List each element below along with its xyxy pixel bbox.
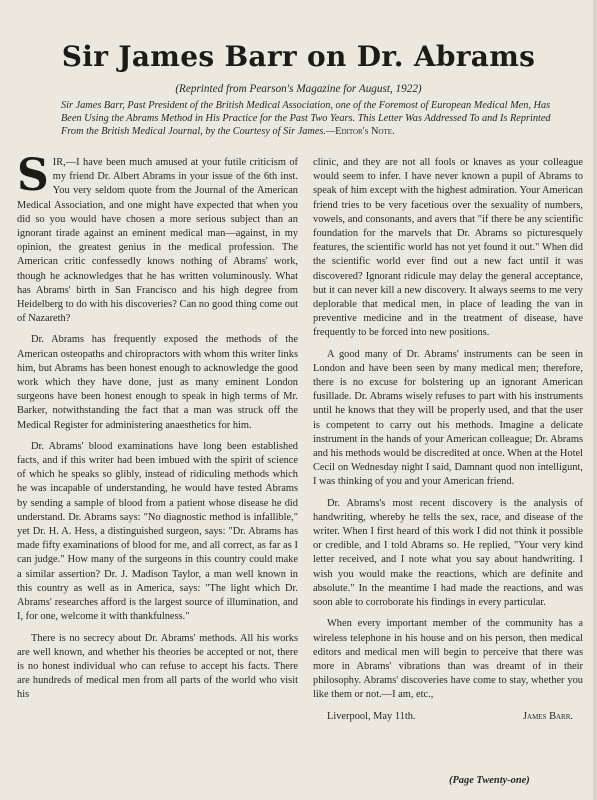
paragraph: A good many of Dr. Abrams' instruments can be seen in London and have been seen by many medical men; therefore, there is no excuse for bolstering up an ignorant American fusillade. Dr. Abrams wisely refuses to part with his instruments until he knows that they will be properly used, and that the user is competent to carry out his methods. Imagine a delicate instrument in the hands of your American colleague; Dr. Abrams and his methods would be discredited at once. When at the Hotel Cecil on Wednesday night I said, Damnant quod non intelligunt, I was thinking of you and your American friend.	[313, 348, 583, 488]
article-intro	[61, 99, 551, 139]
paragraph: There is no secrecy about Dr. Abrams' methods. All his works are well known, and whether his theories be accepted or not, there is no honest individual who can refuse to accept his facts. There are hundreds of medical men from all parts of the world who visit his	[17, 632, 298, 701]
article-title: Sir James Barr on Dr. Abrams	[61, 40, 536, 73]
page-edge	[593, 0, 597, 800]
intro-text: Sir James Barr, Past President of the British Medical Association, one of the Foremost of European Medical Men, Has Been Using the Abrams Method in His Practice for the Past Two Years. This Letter Was Addressed To and Is Reprinted From the British Medical Journal, by the Courtesy of Sir James.—	[61, 100, 551, 138]
editors-note: Editor's Note.	[335, 126, 395, 138]
left-column	[17, 150, 298, 710]
paragraph: Dr. Abrams' blood examinations have long been established facts, and if this writer had been imbued with the spirit of science of which he speaks so glibly, instead of ridiculing methods which he was incapable of understanding, he would have tested Abrams by sending a sample of blood from a patient whose disease he did understand. Dr. Abrams says: "No diagnostic method is infallible," yet Dr. H. A. Hess, a distinguished surgeon, says: "Dr. Abrams has made fifty examinations of blood for me, and all correct, as far as I can judge." How many of the surgeons in this country could make a similar assertion? Dr. J. Madison Taylor, a man well known in this country as well as in America, says: "The light which Dr. Abrams' researches afford is the largest source of illumination, and I, for one, welcome it with thankfulness."	[17, 440, 298, 623]
drop-cap: S	[17, 150, 49, 201]
paragraph: When every important member of the community has a wireless telephone in his house and on his person, then medical editors and medical men will begin to perceive that there was more in Abrams' vibrations than was dreamt of in their philosophy. Abrams' discoveries have come to stay, whether you like them or not.—I am, etc.,	[313, 618, 583, 701]
paragraph: Dr. Abrams's most recent discovery is the analysis of handwriting, whereby he tells the sex, race, and disease of the writer. When I first heard of this work I did not think it possible or credible, and I told Abrams so. He replied, "Your very kind letter received, and I note what you say about handwriting. I wish you would make the reactions, which are definite and absolute." In the meantime I had made the reactions, and was soon able to corroborate his findings in every particular.	[313, 497, 583, 609]
signature-name: James Barr.	[522, 710, 573, 722]
paragraph: clinic, and they are not all fools or knaves as your colleague would seem to infer. I have never known a pupil of Abrams to speak of him except with the highest admiration. Your American friend tries to be very facetious over the sexuality of numbers, vowels, and consonants, and avers that "if there be any scientific foundation for the marvels that Dr. Abrams so picturesquely features, the scientific world has not yet found it out." When did the scientific world ever find out a new fact until it was discovered? Ignorant ridicule may delay the general acceptance, but it can never kill a new discovery. It always seems to me very deplorable that medical men, in place of leading the van in preventive medicine and in the treatment of disease, have frequently to be forced into new positions.	[313, 157, 583, 339]
signature-place-date: Liverpool, May 11th.	[327, 710, 416, 722]
page-number: (Page Twenty-one)	[449, 775, 530, 786]
signature	[327, 710, 573, 724]
right-column	[313, 156, 583, 724]
paragraph: Dr. Abrams has frequently exposed the methods of the American osteopaths and chiropractors with whom this writer links him, but Abrams has been honest enough to acknowledge the good work which they have done, just as many eminent London surgeons have been honest enough to speak in high terms of Mr. Barker, notwithstanding the fact that a man was struck off the Medical Register for administering anaesthetics for him.	[17, 334, 298, 431]
reprint-note: (Reprinted from Pearson's Magazine for August, 1922)	[175, 83, 422, 95]
paragraph-text: IR,—I have been much amused at your futile criticism of my friend Dr. Albert Abrams in your issue of the 6th inst. You very seldom quote from the Journal of the American Medical Association, and one might have expected that when you did so you would have chosen a more serious subject than an ignorant tirade against an eminent medical man—against, in my opinion, the greatest genius in the medical profession. The American critic confessedly knows nothing of Abrams' work, though he acknowledges that he has written voluminously. What has Abrams' birth in San Francisco and his high degree from Heidelberg to do with his discoveries? Can no good thing come out of Nazareth?	[17, 157, 298, 325]
paragraph	[17, 150, 298, 326]
